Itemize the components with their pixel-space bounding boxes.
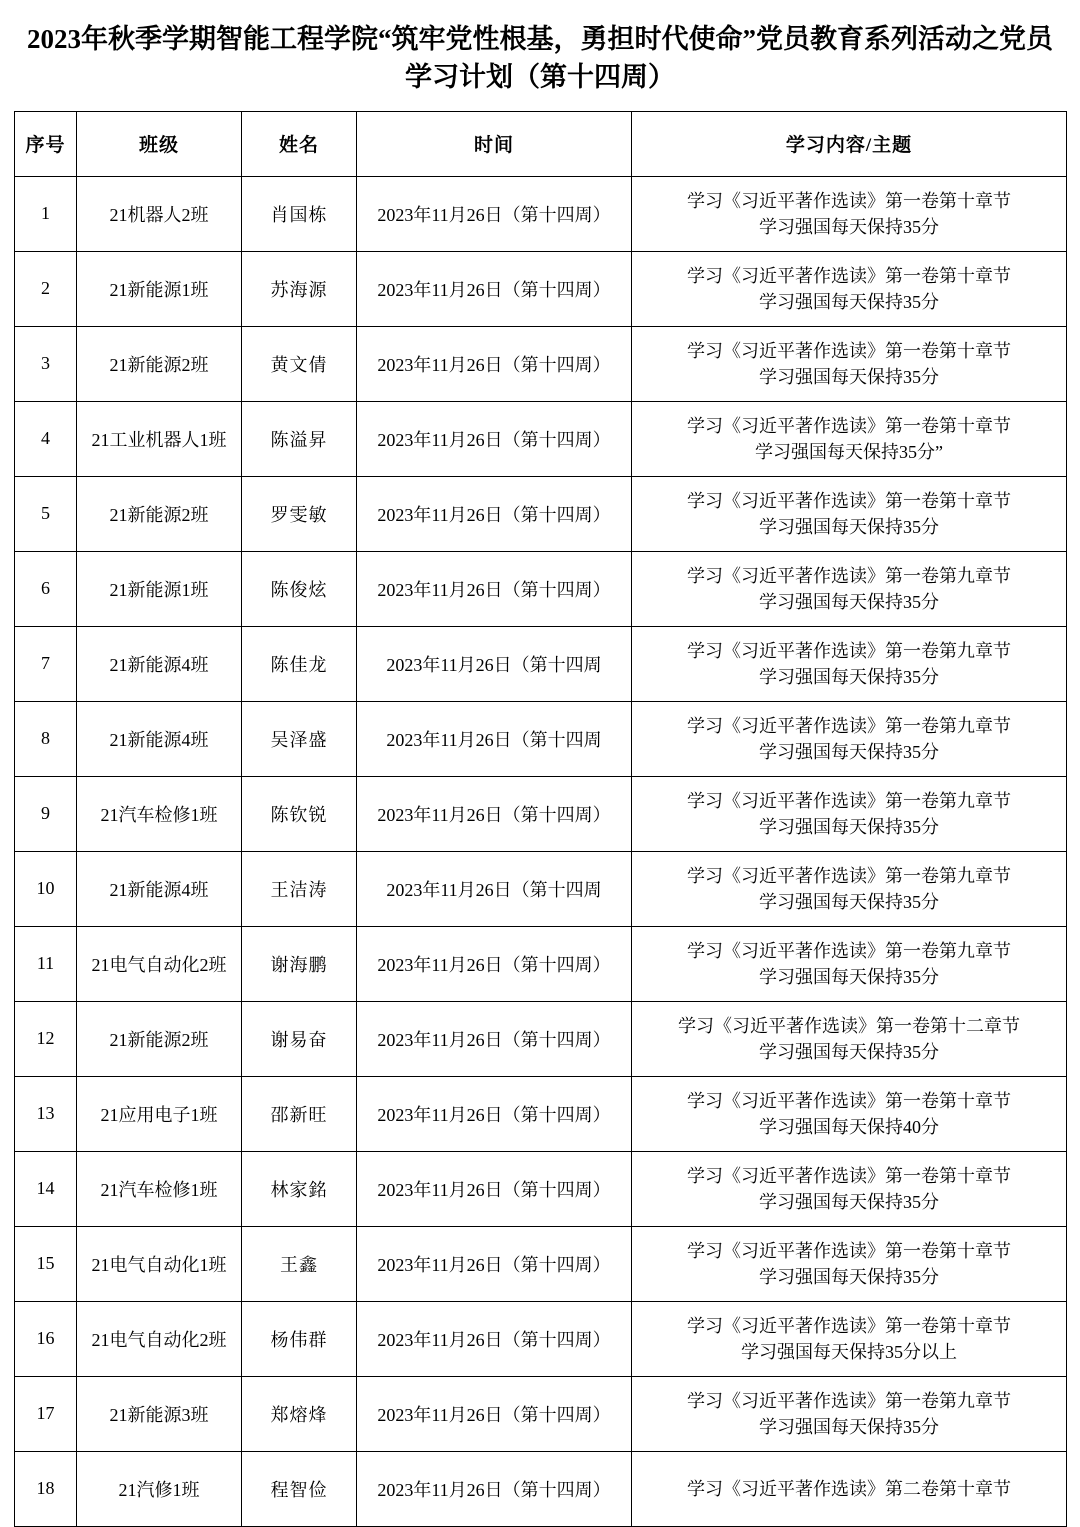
cell-time: 2023年11月26日（第十四周） — [357, 1226, 632, 1301]
content-line-secondary: 学习强国每天保持35分 — [759, 366, 939, 387]
content-line-primary: 学习《习近平著作选读》第一卷第十章节 — [687, 490, 1011, 511]
content-line-secondary: 学习强国每天保持35分 — [759, 1041, 939, 1062]
cell-name: 陈溢昇 — [242, 401, 357, 476]
content-line-secondary: 学习强国每天保持35分 — [759, 741, 939, 762]
column-header-name: 姓名 — [242, 111, 357, 176]
cell-content — [632, 701, 1067, 776]
cell-content — [632, 776, 1067, 851]
cell-content — [632, 926, 1067, 1001]
column-header-class: 班级 — [77, 111, 242, 176]
cell-index: 12 — [15, 1001, 77, 1076]
content-line-primary: 学习《习近平著作选读》第一卷第十章节 — [687, 1165, 1011, 1186]
cell-class: 21工业机器人1班 — [77, 401, 242, 476]
cell-name: 苏海源 — [242, 251, 357, 326]
content-line-secondary: 学习强国每天保持35分 — [759, 516, 939, 537]
table-row — [15, 776, 1067, 851]
table-row — [15, 551, 1067, 626]
cell-name: 程智俭 — [242, 1451, 357, 1526]
content-line-secondary: 学习强国每天保持35分 — [759, 1416, 939, 1437]
table-row — [15, 1076, 1067, 1151]
cell-name: 黄文倩 — [242, 326, 357, 401]
cell-time: 2023年11月26日（第十四周） — [357, 326, 632, 401]
cell-class: 21电气自动化2班 — [77, 1301, 242, 1376]
cell-index: 16 — [15, 1301, 77, 1376]
content-line-primary: 学习《习近平著作选读》第一卷第十章节 — [687, 1240, 1011, 1261]
table-row — [15, 251, 1067, 326]
content-line-primary: 学习《习近平著作选读》第一卷第九章节 — [687, 715, 1011, 736]
cell-content — [632, 626, 1067, 701]
cell-class: 21新能源4班 — [77, 851, 242, 926]
table-header-row — [15, 111, 1067, 176]
cell-content — [632, 551, 1067, 626]
cell-content — [632, 1076, 1067, 1151]
column-header-time: 时间 — [357, 111, 632, 176]
cell-class: 21新能源4班 — [77, 701, 242, 776]
content-line-primary: 学习《习近平著作选读》第一卷第九章节 — [687, 640, 1011, 661]
content-line-primary: 学习《习近平著作选读》第一卷第九章节 — [687, 940, 1011, 961]
content-line-primary: 学习《习近平著作选读》第一卷第十章节 — [687, 1090, 1011, 1111]
cell-content — [632, 326, 1067, 401]
cell-name: 王洁涛 — [242, 851, 357, 926]
content-line-secondary: 学习强国每天保持35分 — [759, 1266, 939, 1287]
cell-index: 6 — [15, 551, 77, 626]
cell-content — [632, 1451, 1067, 1526]
cell-time: 2023年11月26日（第十四周） — [357, 476, 632, 551]
content-line-primary: 学习《习近平著作选读》第一卷第十章节 — [687, 265, 1011, 286]
table-row — [15, 326, 1067, 401]
cell-time: 2023年11月26日（第十四周） — [357, 551, 632, 626]
content-line-primary: 学习《习近平著作选读》第一卷第九章节 — [687, 790, 1011, 811]
column-header-content: 学习内容/主题 — [632, 111, 1067, 176]
table-header — [15, 111, 1067, 176]
table-row — [15, 1376, 1067, 1451]
column-header-index: 序号 — [15, 111, 77, 176]
table-row — [15, 701, 1067, 776]
cell-time: 2023年11月26日（第十四周 — [357, 701, 632, 776]
content-line-primary: 学习《习近平著作选读》第一卷第十章节 — [687, 340, 1011, 361]
content-line-secondary: 学习强国每天保持35分 — [759, 1191, 939, 1212]
cell-class: 21机器人2班 — [77, 176, 242, 251]
cell-name: 陈俊炫 — [242, 551, 357, 626]
cell-content — [632, 251, 1067, 326]
table-row — [15, 1001, 1067, 1076]
cell-name: 肖国栋 — [242, 176, 357, 251]
cell-time: 2023年11月26日（第十四周） — [357, 251, 632, 326]
cell-name: 杨伟群 — [242, 1301, 357, 1376]
content-line-secondary: 学习强国每天保持35分 — [759, 291, 939, 312]
cell-index: 8 — [15, 701, 77, 776]
cell-time: 2023年11月26日（第十四周） — [357, 1301, 632, 1376]
cell-class: 21电气自动化1班 — [77, 1226, 242, 1301]
table-body — [15, 176, 1067, 1526]
cell-content — [632, 851, 1067, 926]
cell-class: 21新能源2班 — [77, 476, 242, 551]
cell-index: 17 — [15, 1376, 77, 1451]
content-line-primary: 学习《习近平著作选读》第一卷第十二章节 — [678, 1015, 1020, 1036]
cell-time: 2023年11月26日（第十四周） — [357, 1451, 632, 1526]
content-line-secondary: 学习强国每天保持35分” — [755, 441, 943, 462]
cell-index: 9 — [15, 776, 77, 851]
cell-time: 2023年11月26日（第十四周） — [357, 1001, 632, 1076]
cell-index: 13 — [15, 1076, 77, 1151]
content-line-primary: 学习《习近平著作选读》第一卷第十章节 — [687, 190, 1011, 211]
table-row — [15, 401, 1067, 476]
cell-class: 21新能源2班 — [77, 1001, 242, 1076]
cell-name: 罗雯敏 — [242, 476, 357, 551]
cell-content — [632, 476, 1067, 551]
cell-index: 14 — [15, 1151, 77, 1226]
table-row — [15, 851, 1067, 926]
cell-index: 1 — [15, 176, 77, 251]
content-line-secondary: 学习强国每天保持40分 — [759, 1116, 939, 1137]
cell-class: 21新能源4班 — [77, 626, 242, 701]
table-row — [15, 476, 1067, 551]
content-line-secondary: 学习强国每天保持35分 — [759, 891, 939, 912]
cell-time: 2023年11月26日（第十四周） — [357, 926, 632, 1001]
cell-name: 吴泽盛 — [242, 701, 357, 776]
cell-time: 2023年11月26日（第十四周） — [357, 176, 632, 251]
table-row — [15, 626, 1067, 701]
content-line-primary: 学习《习近平著作选读》第一卷第九章节 — [687, 1390, 1011, 1411]
cell-name: 陈钦锐 — [242, 776, 357, 851]
cell-content — [632, 1376, 1067, 1451]
cell-index: 7 — [15, 626, 77, 701]
content-line-primary: 学习《习近平著作选读》第一卷第九章节 — [687, 565, 1011, 586]
content-line-secondary: 学习强国每天保持35分 — [759, 966, 939, 987]
cell-class: 21新能源1班 — [77, 551, 242, 626]
cell-content — [632, 1151, 1067, 1226]
table-row — [15, 1151, 1067, 1226]
cell-content — [632, 401, 1067, 476]
cell-index: 3 — [15, 326, 77, 401]
content-line-secondary: 学习强国每天保持35分 — [759, 591, 939, 612]
cell-time: 2023年11月26日（第十四周） — [357, 1076, 632, 1151]
cell-name: 郑熔烽 — [242, 1376, 357, 1451]
content-line-secondary: 学习强国每天保持35分 — [759, 816, 939, 837]
cell-name: 陈佳龙 — [242, 626, 357, 701]
cell-content — [632, 1301, 1067, 1376]
cell-time: 2023年11月26日（第十四周） — [357, 401, 632, 476]
page-title: 2023年秋季学期智能工程学院“筑牢党性根基，勇担时代使命”党员教育系列活动之党员学习计划（第十四周） — [27, 24, 1053, 93]
cell-class: 21新能源1班 — [77, 251, 242, 326]
cell-class: 21汽修1班 — [77, 1451, 242, 1526]
cell-class: 21汽车检修1班 — [77, 1151, 242, 1226]
cell-index: 4 — [15, 401, 77, 476]
cell-name: 王鑫 — [242, 1226, 357, 1301]
cell-class: 21新能源2班 — [77, 326, 242, 401]
table-row — [15, 1301, 1067, 1376]
study-plan-table — [14, 111, 1067, 1527]
cell-time: 2023年11月26日（第十四周 — [357, 851, 632, 926]
cell-index: 5 — [15, 476, 77, 551]
cell-content — [632, 1001, 1067, 1076]
content-line-primary: 学习《习近平著作选读》第二卷第十章节 — [687, 1478, 1011, 1499]
content-line-secondary: 学习强国每天保持35分 — [759, 666, 939, 687]
cell-index: 10 — [15, 851, 77, 926]
cell-index: 18 — [15, 1451, 77, 1526]
cell-index: 15 — [15, 1226, 77, 1301]
content-line-primary: 学习《习近平著作选读》第一卷第九章节 — [687, 865, 1011, 886]
cell-name: 谢海鹏 — [242, 926, 357, 1001]
content-line-secondary: 学习强国每天保持35分以上 — [741, 1341, 957, 1362]
cell-content — [632, 1226, 1067, 1301]
table-row — [15, 926, 1067, 1001]
cell-class: 21汽车检修1班 — [77, 776, 242, 851]
cell-time: 2023年11月26日（第十四周） — [357, 776, 632, 851]
table-row — [15, 176, 1067, 251]
content-line-secondary: 学习强国每天保持35分 — [759, 216, 939, 237]
cell-name: 谢易奋 — [242, 1001, 357, 1076]
cell-class: 21应用电子1班 — [77, 1076, 242, 1151]
table-row — [15, 1451, 1067, 1526]
cell-time: 2023年11月26日（第十四周 — [357, 626, 632, 701]
cell-index: 11 — [15, 926, 77, 1001]
cell-name: 林家銘 — [242, 1151, 357, 1226]
content-line-primary: 学习《习近平著作选读》第一卷第十章节 — [687, 1315, 1011, 1336]
cell-time: 2023年11月26日（第十四周） — [357, 1376, 632, 1451]
content-line-primary: 学习《习近平著作选读》第一卷第十章节 — [687, 415, 1011, 436]
cell-content — [632, 176, 1067, 251]
cell-class: 21新能源3班 — [77, 1376, 242, 1451]
cell-class: 21电气自动化2班 — [77, 926, 242, 1001]
cell-time: 2023年11月26日（第十四周） — [357, 1151, 632, 1226]
cell-name: 邵新旺 — [242, 1076, 357, 1151]
table-row — [15, 1226, 1067, 1301]
cell-index: 2 — [15, 251, 77, 326]
